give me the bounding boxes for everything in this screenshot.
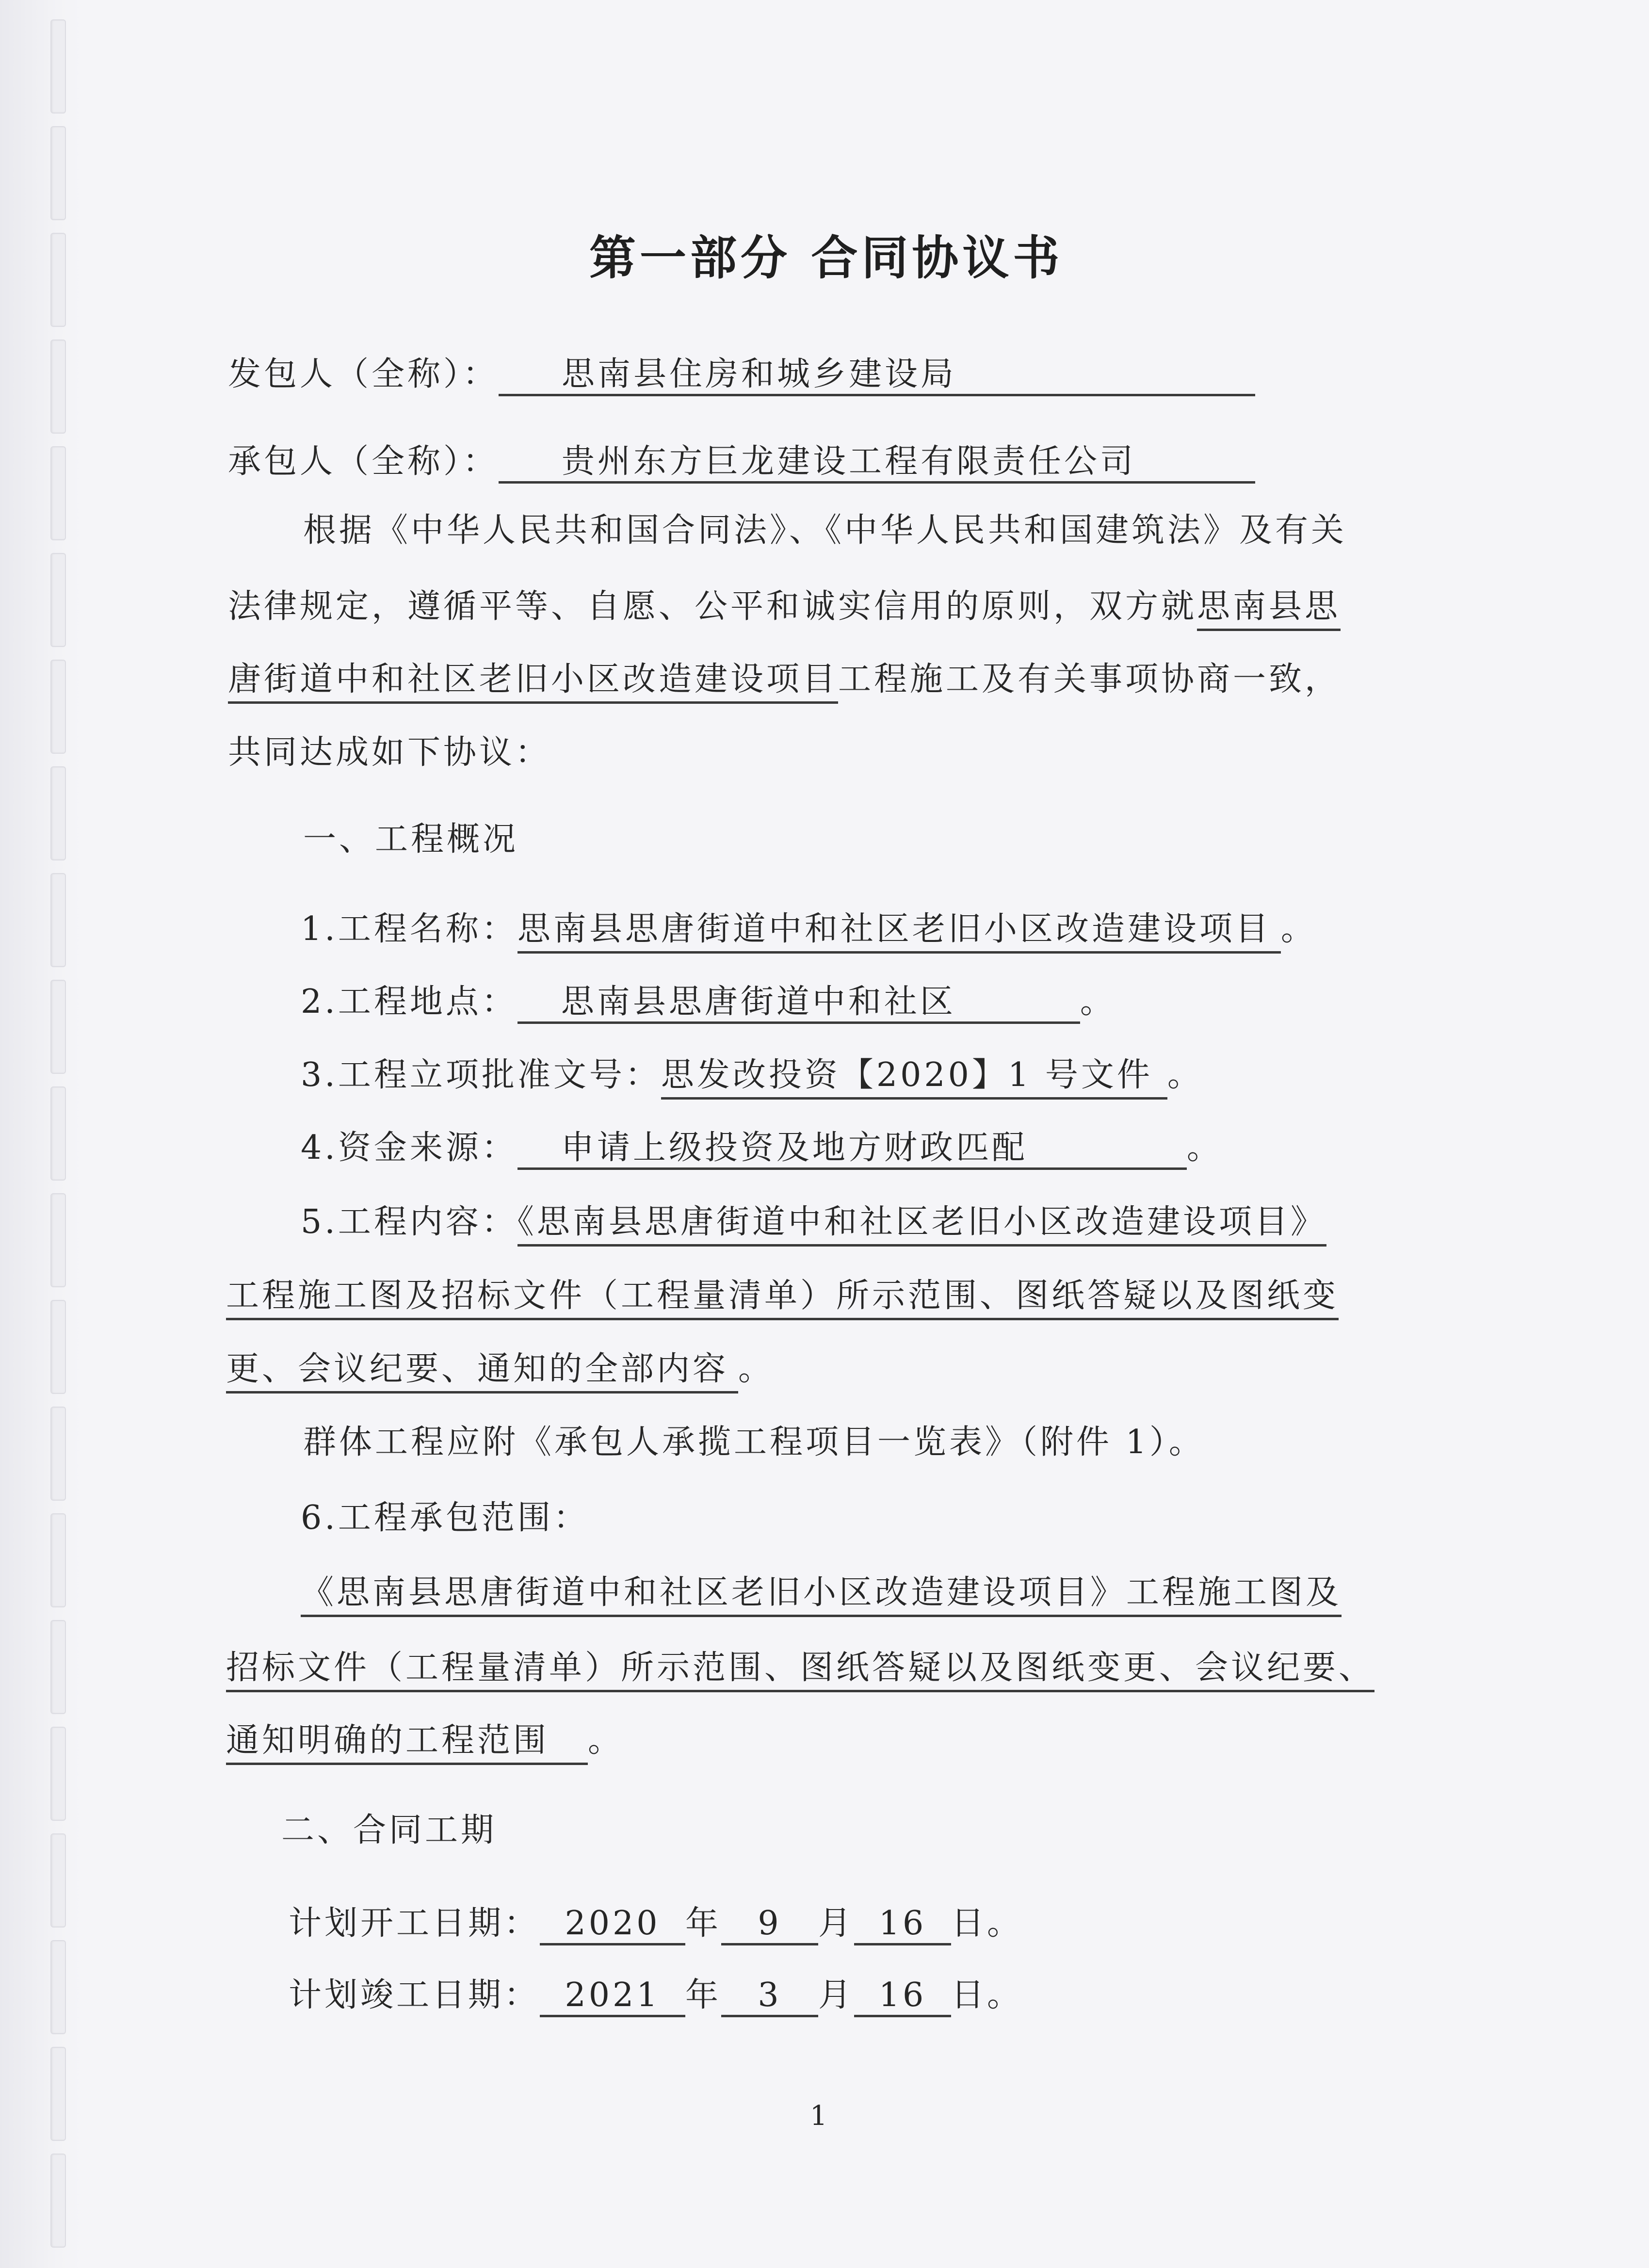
item6-line-3 <box>226 1721 624 1760</box>
item1-line <box>301 910 1317 948</box>
binding-hole <box>50 980 66 1074</box>
binding-hole <box>50 1620 66 1714</box>
binding-hole <box>50 2154 66 2248</box>
item5-value-3: 更、会议纪要、通知的全部内容 <box>226 1350 738 1393</box>
item1-label: 1.工程名称： <box>301 910 517 948</box>
item6-period: 。 <box>588 1721 624 1760</box>
item6-line-1 <box>301 1573 1342 1612</box>
item4-value <box>517 1129 1187 1170</box>
binding-hole <box>50 233 66 327</box>
intro-line-4: 共同达成如下协议： <box>228 733 551 772</box>
item5-line-2 <box>226 1277 1339 1315</box>
end-day: 16 <box>854 1979 951 2017</box>
binding-hole <box>50 766 66 860</box>
binding-hole <box>50 126 66 220</box>
contractor-value <box>499 442 1255 484</box>
item6-value-2: 招标文件（工程量清单）所示范围、图纸答疑以及图纸变更、会议纪要、 <box>226 1649 1374 1692</box>
item5-value-1: 《思南县思唐街道中和社区老旧小区改造建设项目》 <box>517 1203 1326 1247</box>
item2-label: 2.工程地点： <box>301 983 517 1021</box>
item4-period: 。 <box>1186 1129 1223 1167</box>
binding-hole <box>50 1086 66 1181</box>
start-month-char: 月 <box>818 1904 855 1943</box>
employer-line <box>228 355 1255 396</box>
start-date-line <box>289 1904 1023 1945</box>
end-day-char: 日。 <box>951 1976 1023 2014</box>
binding-hole <box>50 1727 66 1821</box>
intro-line-3 <box>228 660 1341 698</box>
binding-hole <box>50 1833 66 1928</box>
end-month-char: 月 <box>818 1976 855 2014</box>
item5-label: 5.工程内容： <box>301 1203 517 1241</box>
item2-line <box>301 983 1116 1024</box>
start-day-char: 日。 <box>951 1904 1023 1943</box>
section2-heading: 二、合同工期 <box>281 1811 497 1849</box>
end-date-label: 计划竣工日期： <box>289 1976 540 2014</box>
start-date-label: 计划开工日期： <box>289 1904 540 1943</box>
item1-value: 思南县思唐街道中和社区老旧小区改造建设项目 <box>517 910 1281 954</box>
binding-hole <box>50 1513 66 1607</box>
item6-value-3: 通知明确的工程范围 <box>226 1721 588 1765</box>
binding-hole <box>50 1193 66 1287</box>
page-number: 1 <box>810 2100 827 2132</box>
item3-label: 3.工程立项批准文号： <box>301 1056 661 1094</box>
binding-hole <box>50 1407 66 1501</box>
item3-value: 思发改投资【2020】1 号文件 <box>661 1056 1167 1100</box>
contractor-label: 承包人（全称）： <box>228 442 499 481</box>
item4-label: 4.资金来源： <box>301 1129 517 1167</box>
intro-line-1: 根据《中华人民共和国合同法》、《中华人民共和国建筑法》及有关 <box>303 511 1347 550</box>
item6-label: 6.工程承包范围： <box>301 1499 589 1537</box>
binding-hole <box>50 340 66 434</box>
employer-label: 发包人（全称）： <box>228 355 499 393</box>
employer-value-text: 思南县住房和城乡建设局 <box>562 355 957 393</box>
group-note: 群体工程应附《承包人承揽工程项目一览表》（附件 1）。 <box>303 1423 1205 1461</box>
section1-heading: 一、工程概况 <box>303 820 519 859</box>
page-title: 第一部分 合同协议书 <box>589 230 1064 285</box>
binding-hole <box>50 553 66 647</box>
employer-value <box>499 355 1255 396</box>
start-year: 2020 <box>540 1907 685 1945</box>
project-name-fill-a: 思南县思 <box>1197 587 1341 631</box>
binding-hole <box>50 2047 66 2141</box>
binding-hole <box>50 1940 66 2034</box>
binding-hole <box>50 873 66 967</box>
item4-line <box>301 1129 1223 1170</box>
binding-hole <box>50 19 66 113</box>
intro-line-2-text: 法律规定，遵循平等、自愿、公平和诚实信用的原则，双方就 <box>228 587 1197 626</box>
item2-period: 。 <box>1080 983 1116 1021</box>
item4-value-text: 申请上级投资及地方财政匹配 <box>561 1129 1028 1167</box>
item6-value-1: 《思南县思唐街道中和社区老旧小区改造建设项目》工程施工图及 <box>301 1573 1342 1617</box>
end-year-char: 年 <box>685 1976 722 2014</box>
binding-hole <box>50 446 66 540</box>
item5-value-2: 工程施工图及招标文件（工程量清单）所示范围、图纸答疑以及图纸变 <box>226 1277 1339 1320</box>
item6-line-2 <box>226 1649 1375 1687</box>
start-month: 9 <box>721 1907 818 1945</box>
start-day: 16 <box>854 1907 951 1945</box>
end-month: 3 <box>721 1979 818 2017</box>
item5-line-3 <box>226 1350 775 1388</box>
binding-margin <box>0 0 82 2268</box>
end-year: 2021 <box>540 1979 685 2017</box>
binding-hole <box>50 660 66 754</box>
contractor-value-text: 贵州东方巨龙建设工程有限责任公司 <box>562 442 1136 481</box>
item5-period: 。 <box>738 1350 775 1388</box>
contractor-line <box>228 442 1255 484</box>
intro-line-3-text: 工程施工及有关事项协商一致， <box>838 660 1341 698</box>
item2-value <box>517 983 1080 1024</box>
end-date-line <box>289 1976 1023 2017</box>
start-year-char: 年 <box>685 1904 722 1943</box>
item5-line-1 <box>301 1203 1326 1241</box>
intro-line-2 <box>228 587 1341 626</box>
item3-period: 。 <box>1167 1056 1203 1094</box>
project-name-fill-b: 唐街道中和社区老旧小区改造建设项目 <box>228 660 838 704</box>
item2-value-text: 思南县思唐街道中和社区 <box>561 983 956 1021</box>
binding-hole <box>50 1300 66 1394</box>
item3-line <box>301 1056 1203 1094</box>
item1-period: 。 <box>1280 910 1317 948</box>
